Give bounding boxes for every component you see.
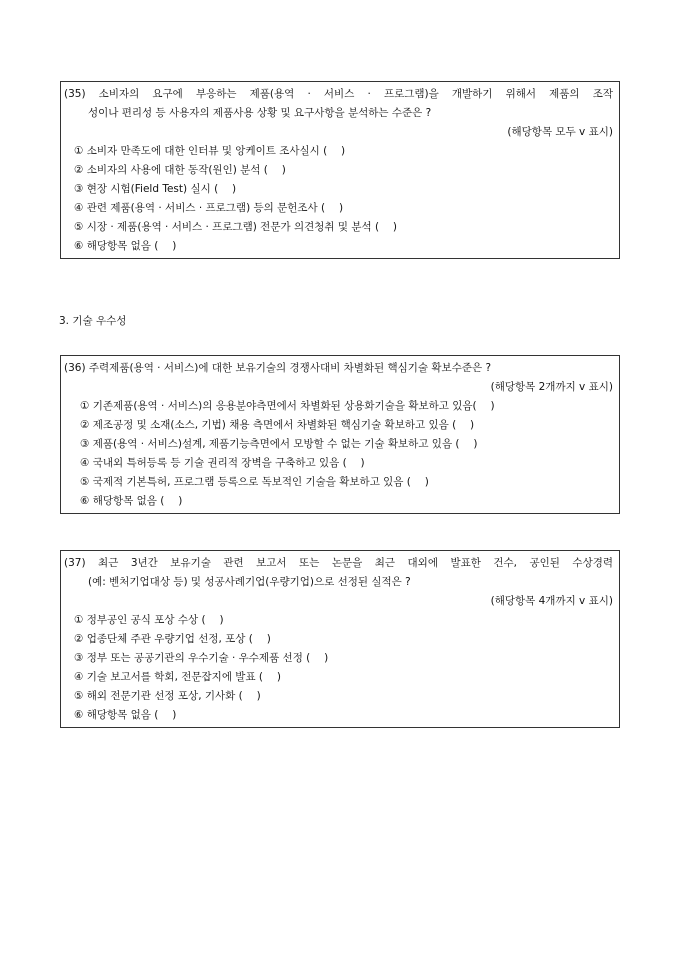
question-35-line2: 성이나 편리성 등 사용자의 제품사용 상황 및 요구사항을 분석하는 수준은 ? [88,107,432,119]
question-35-note: (해당항목 모두 v 표시) [507,126,613,138]
question-35-option-3[interactable]: ③ 현장 시험(Field Test) 실시 ( ) [74,183,237,195]
question-36-option-6[interactable]: ⑥ 해당항목 없음 ( ) [80,495,183,507]
question-35-option-1[interactable]: ① 소비자 만족도에 대한 인터뷰 및 앙케이트 조사실시 ( ) [74,145,346,157]
question-36-option-5[interactable]: ⑤ 국제적 기본특허, 프로그램 등록으로 독보적인 기술을 확보하고 있음 ( ) [80,476,429,488]
question-36-option-3[interactable]: ③ 제품(용역 · 서비스)설계, 제품기능측면에서 모방할 수 없는 기술 확보하고 있음 ( ) [80,438,478,450]
question-35-line1: (35) 소비자의 요구에 부응하는 제품(용역 · 서비스 · 프로그램)을 개발하기 위해서 제품의 조작 [64,88,613,100]
question-36-option-1[interactable]: ① 기존제품(용역 · 서비스)의 응용분야측면에서 차별화된 상용화기술을 확보하고 있음( ) [80,400,495,412]
question-36-option-2[interactable]: ② 제조공정 및 소재(소스, 기법) 채용 측면에서 차별화된 핵심기술 확보하고 있음 ( ) [80,419,475,431]
question-35-box [60,81,620,259]
question-36-line1: (36) 주력제품(용역 · 서비스)에 대한 보유기술의 경쟁사대비 차별화된 핵심기술 확보수준은 ? [64,362,492,374]
question-37-line2: (예: 벤처기업대상 등) 및 성공사례기업(우량기업)으로 선정된 실적은 ? [88,576,411,588]
question-37-option-3[interactable]: ③ 정부 또는 공공기관의 우수기술 · 우수제품 선정 ( ) [74,652,329,664]
question-37-line1: (37) 최근 3년간 보유기술 관련 보고서 또는 논문을 최근 대외에 발표한 건수, 공인된 수상경력 [64,557,613,569]
question-35-option-5[interactable]: ⑤ 시장 · 제품(용역 · 서비스 · 프로그램) 전문가 의견청취 및 분석 ( ) [74,221,397,233]
question-37-option-4[interactable]: ④ 기술 보고서를 학회, 전문잡지에 발표 ( ) [74,671,281,683]
question-37-option-1[interactable]: ① 정부공인 공식 포상 수상 ( ) [74,614,224,626]
question-37-box [60,550,620,728]
question-36-note: (해당항목 2개까지 v 표시) [490,381,613,393]
question-37-option-5[interactable]: ⑤ 해외 전문기관 선정 포상, 기사화 ( ) [74,690,261,702]
question-35-option-4[interactable]: ④ 관련 제품(용역 · 서비스 · 프로그램) 등의 문헌조사 ( ) [74,202,344,214]
question-37-option-2[interactable]: ② 업종단체 주관 우량기업 선정, 포상 ( ) [74,633,271,645]
section-3-heading: 3. 기술 우수성 [59,315,127,327]
question-35-option-2[interactable]: ② 소비자의 사용에 대한 동작(원인) 분석 ( ) [74,164,286,176]
question-36-box [60,355,620,514]
question-37-option-6[interactable]: ⑥ 해당항목 없음 ( ) [74,709,177,721]
question-37-note: (해당항목 4개까지 v 표시) [490,595,613,607]
question-35-option-6[interactable]: ⑥ 해당항목 없음 ( ) [74,240,177,252]
question-36-option-4[interactable]: ④ 국내외 특허등록 등 기술 권리적 장벽을 구축하고 있음 ( ) [80,457,365,469]
